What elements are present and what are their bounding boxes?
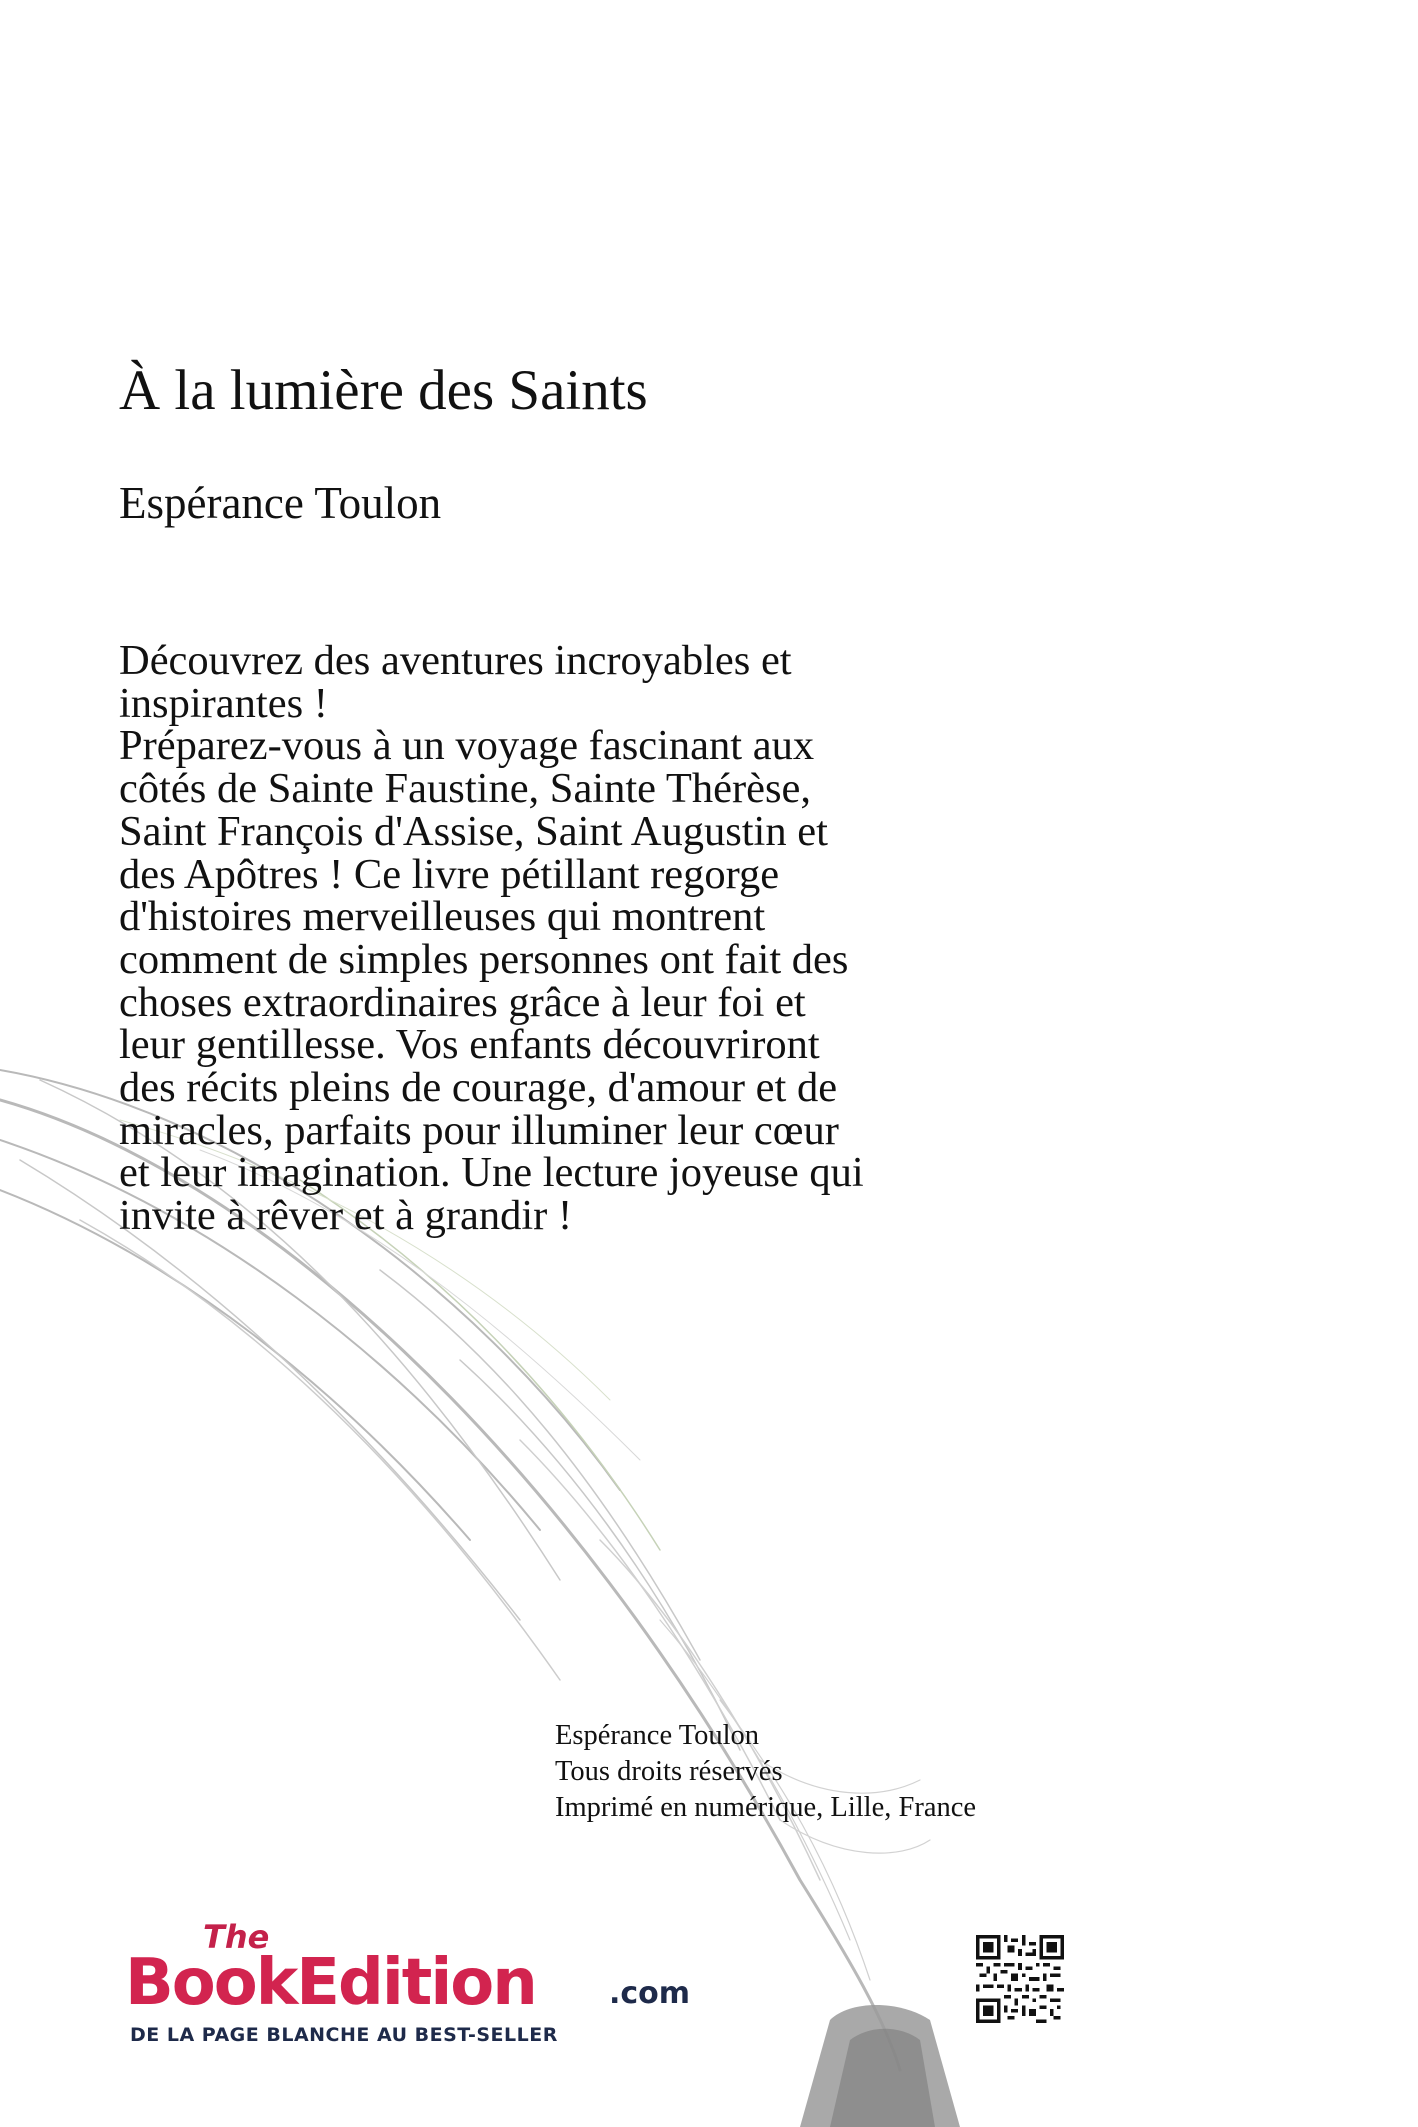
summary-line: et leur imagination. Une lecture joyeuse qui <box>119 1149 864 1197</box>
summary-line: miracles, parfaits pour illuminer leur cœur <box>119 1106 839 1154</box>
summary-line: Préparez-vous à un voyage fascinant aux <box>119 722 815 770</box>
logo-wordmark: BookEdition <box>125 1946 536 2020</box>
logo-the: The <box>203 1918 270 1956</box>
author-name: Espérance Toulon <box>119 478 442 528</box>
summary-line: Découvrez des aventures incroyables et <box>119 637 792 684</box>
book-summary <box>119 637 1099 1240</box>
summary-line: des récits pleins de courage, d'amour et de <box>119 1064 838 1112</box>
summary-line: d'histoires merveilleuses qui montrent <box>119 893 766 941</box>
print-location: Imprimé en numérique, Lille, France <box>555 1792 977 1823</box>
copyright-block <box>555 1718 976 1826</box>
logo-tagline: DE LA PAGE BLANCHE AU BEST-SELLER <box>130 2024 558 2046</box>
summary-line: invite à rêver et à grandir ! <box>119 1192 573 1240</box>
qr-code-icon <box>976 1935 1064 2023</box>
copyright-notice: Tous droits réservés <box>555 1756 783 1787</box>
publisher-logo <box>125 1918 725 2046</box>
book-title: À la lumière des Saints <box>119 359 648 422</box>
summary-line: Saint François d'Assise, Saint Augustin et <box>119 807 828 855</box>
copyright-author: Espérance Toulon <box>555 1720 760 1751</box>
logo-domain: .com <box>609 1976 691 2011</box>
summary-line: choses extraordinaires grâce à leur foi et <box>119 978 806 1026</box>
summary-line: côtés de Sainte Faustine, Sainte Thérèse, <box>119 765 812 813</box>
summary-line: leur gentillesse. Vos enfants découvriront <box>119 1021 820 1069</box>
summary-line: comment de simples personnes ont fait des <box>119 935 849 983</box>
summary-line: inspirantes ! <box>119 679 328 727</box>
summary-line: des Apôtres ! Ce livre pétillant regorge <box>119 850 780 898</box>
